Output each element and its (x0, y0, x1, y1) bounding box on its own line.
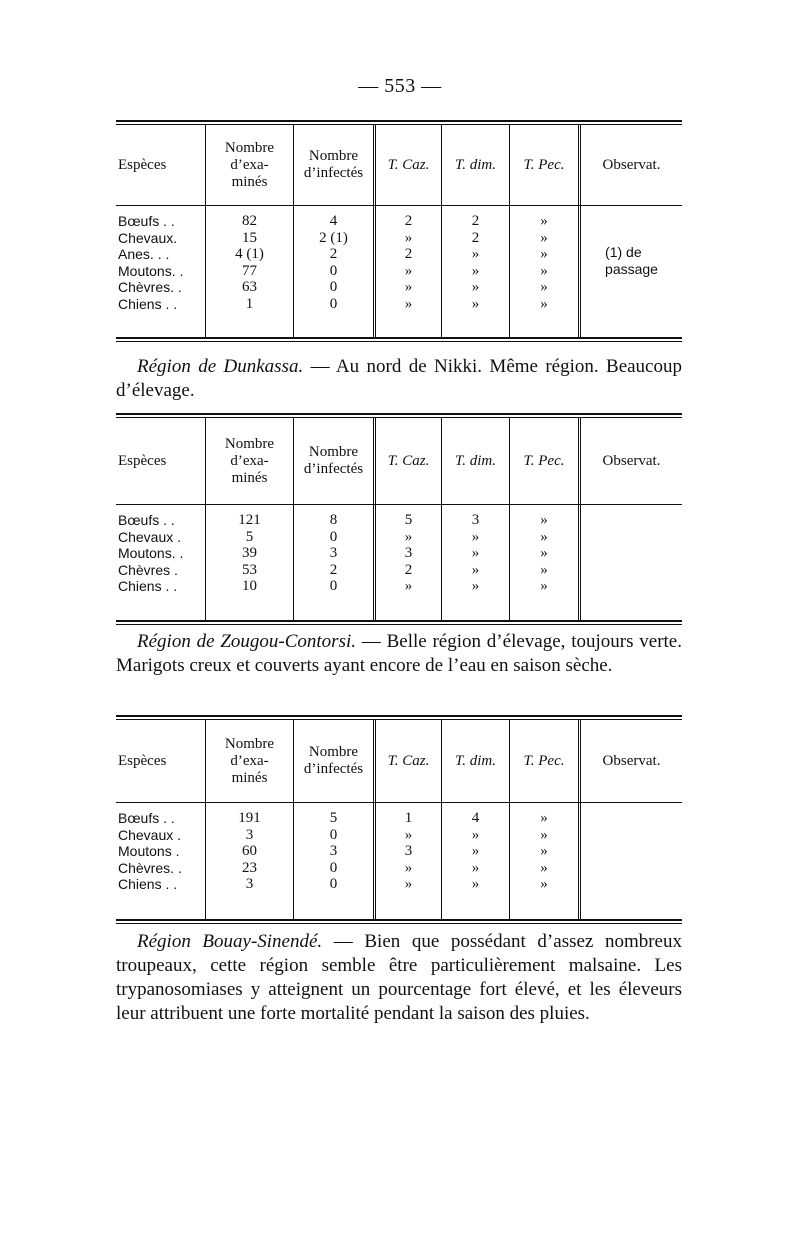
col-observ (581, 206, 682, 337)
header-examined: Nombre d’exa- minés (206, 418, 294, 504)
col-t-dim: 2 2 » » » » (442, 206, 510, 337)
paragraph-dunkassa (116, 355, 682, 403)
region-description: — Bien que possédant d’assez nombreux troupeaux, cette région semble être particulièrement malsaine. Les trypanosomiases y atteignent un pourcentage fort élevé, et les éleveurs leur attribuent une forte mortalité pendant la saison des pluies. (116, 931, 682, 1024)
col-examined: 191 3 60 23 3 (206, 803, 294, 919)
col-observ (581, 505, 682, 620)
table-header (116, 125, 682, 205)
col-infected: 4 2 (1) 2 0 0 0 (294, 206, 376, 337)
table-body (116, 206, 682, 337)
paragraph-bouay-sinende (116, 930, 682, 1026)
col-infected: 8 0 3 2 0 (294, 505, 376, 620)
header-t-pec: T. Pec. (510, 125, 581, 205)
table-dunkassa (116, 413, 682, 625)
header-infected: Nombre d’infectés (294, 125, 376, 205)
table-row: Bœufs . . (118, 512, 175, 528)
table-row: Anes. . . (118, 246, 170, 262)
header-t-caz: T. Caz. (376, 418, 442, 504)
table-zougou-contorsi (116, 715, 682, 924)
table-row: Chèvres. . (118, 279, 182, 295)
col-t-pec: » » » » » » (510, 206, 581, 337)
col-observ (581, 803, 682, 919)
col-examined: 82 15 4 (1) 77 63 1 (206, 206, 294, 337)
header-t-caz: T. Caz. (376, 125, 442, 205)
header-species: Espèces (116, 720, 206, 802)
col-examined: 121 5 39 53 10 (206, 505, 294, 620)
table-row: Chevaux . (118, 826, 182, 843)
header-species: Espèces (116, 418, 206, 504)
table-row: Bœufs . . (118, 810, 175, 826)
table-row: Chiens . . (118, 876, 178, 892)
table-header (116, 418, 682, 504)
table-row: Moutons. . (118, 545, 184, 561)
col-t-pec: » » » » » (510, 505, 581, 620)
header-t-pec: T. Pec. (510, 418, 581, 504)
col-t-caz: 2 » 2 » » » (376, 206, 442, 337)
table-body (116, 505, 682, 620)
header-t-dim: T. dim. (442, 125, 510, 205)
header-examined: Nombre d’exa- minés (206, 720, 294, 802)
table-row: Bœufs . . (118, 213, 175, 229)
header-infected: Nombre d’infectés (294, 418, 376, 504)
col-species (116, 803, 206, 919)
header-observ: Observat. (602, 156, 661, 173)
table-row: Chevaux . (118, 528, 182, 545)
region-description: — Au nord de Nikki. Même région. Beaucoup d’élevage. (116, 356, 682, 401)
table-body (116, 803, 682, 919)
col-infected: 5 0 3 0 0 (294, 803, 376, 919)
col-t-dim: 3 » » » » (442, 505, 510, 620)
region-name: Région de Zougou-Contorsi. (137, 631, 356, 652)
table-row: Moutons. . (118, 262, 184, 279)
header-t-pec: T. Pec. (510, 720, 581, 802)
col-species (116, 505, 206, 620)
region-name: Région Bouay-Sinendé. (137, 931, 323, 952)
table-row: Chevaux. (118, 229, 178, 246)
col-species (116, 206, 206, 337)
header-observ: Observat. (602, 752, 661, 769)
paragraph-zougou-contorsi (116, 630, 682, 678)
header-observ: Observat. (602, 452, 661, 469)
header-t-dim: T. dim. (442, 418, 510, 504)
header-infected: Nombre d’infectés (294, 720, 376, 802)
table-row: Chiens . . (118, 578, 178, 594)
header-species: Espèces (116, 125, 206, 205)
table-row: Moutons . (118, 843, 180, 859)
table-dunkassa-previous (116, 120, 682, 342)
page-number: — 553 — (358, 75, 442, 97)
col-t-caz: 5 » 3 2 » (376, 505, 442, 620)
table-row: Chiens . . (118, 295, 178, 312)
header-examined: Nombre d’exa- minés (206, 125, 294, 205)
header-t-dim: T. dim. (442, 720, 510, 802)
table-row: Chèvres. . (118, 859, 182, 876)
observ-note: (1) de passage (605, 244, 658, 277)
header-t-caz: T. Caz. (376, 720, 442, 802)
region-description: — Belle région d’élevage, toujours verte. Marigots creux et couverts ayant encore de l’eau en saison sèche. (116, 631, 682, 676)
table-header (116, 720, 682, 802)
region-name: Région de Dunkassa. (137, 356, 304, 377)
col-t-pec: » » » » » (510, 803, 581, 919)
table-row: Chèvres . (118, 561, 178, 578)
col-t-caz: 1 » 3 » » (376, 803, 442, 919)
col-t-dim: 4 » » » » (442, 803, 510, 919)
